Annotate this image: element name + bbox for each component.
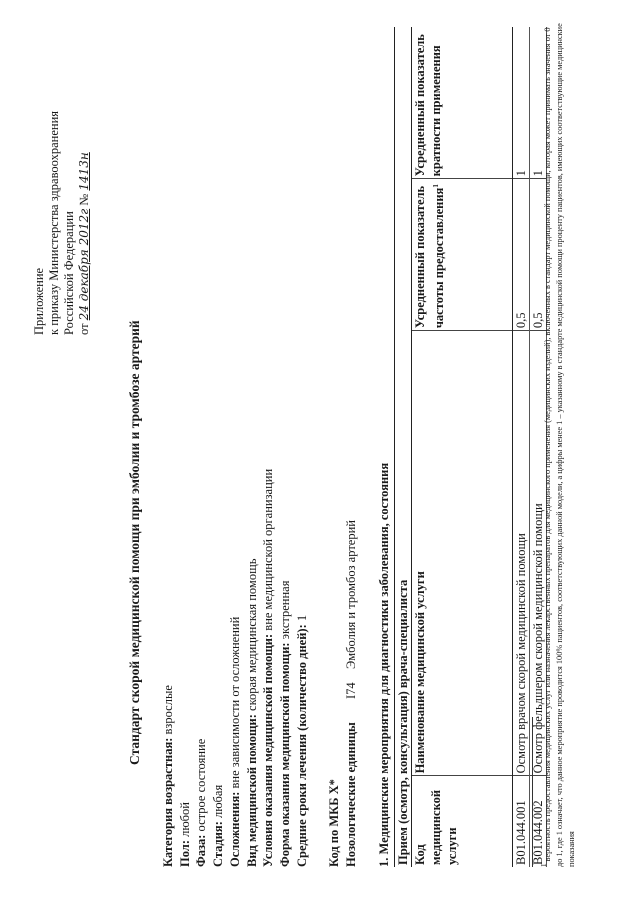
appendix-block	[32, 15, 92, 335]
header-code: Код медицинской услуги	[412, 776, 513, 867]
icd-block	[326, 520, 359, 867]
handwritten-number: 1413н	[77, 152, 91, 191]
row-code: B01.044.001	[513, 776, 530, 867]
date-prefix: от	[77, 323, 91, 335]
table-row	[513, 27, 530, 867]
header-frequency: Усредненный показатель частоты предоставления$^1$	[412, 179, 513, 331]
appendix-line-1: Приложение	[32, 267, 46, 335]
meta-row-care-form: Форма оказания медицинской помощи: экстренная	[277, 580, 292, 867]
number-prefix: №	[77, 193, 91, 206]
appendix-line-3: Российской Федерации	[62, 211, 76, 335]
row-name: Осмотр фельдшером скорой медицинской помощи	[530, 331, 547, 776]
nosology-label: Нозологические единицы	[343, 722, 358, 867]
meta-row-phase: Фаза: острое состояние	[194, 738, 209, 867]
subsection-row	[395, 27, 412, 867]
row-frequency: 0,5	[513, 179, 530, 331]
header-multiplicity: Усредненный показатель кратности применения	[412, 27, 513, 179]
row-code: B01.044.002	[530, 776, 547, 867]
meta-row-care-conditions: Условия оказания медицинской помощи: вне медицинской организации	[261, 468, 276, 867]
row-name: Осмотр врачом скорой медицинской помощи	[513, 331, 530, 776]
section-title: 1. Медицинские мероприятия для диагностики заболевания, состояния	[377, 462, 391, 867]
document-title: Стандарт скорой медицинской помощи при эмболии и тромбозе артерий	[127, 320, 142, 765]
icd-code: I74	[343, 682, 358, 699]
nosology-row	[343, 520, 360, 867]
standard-parameters	[160, 167, 310, 867]
header-name: Наименование медицинской услуги	[412, 331, 513, 776]
footnote	[538, 19, 578, 867]
icd-name: Эмболия и тромбоз артерий	[343, 520, 358, 669]
row-multiplicity: 1	[530, 27, 547, 179]
row-multiplicity: 1	[513, 27, 530, 179]
handwritten-date: 24 декабря 2012г	[77, 208, 91, 321]
meta-row-duration: Средние сроки лечения (количество дней): 1	[294, 614, 309, 867]
footnote-text: вероятность предоставления медицинских услуг или назначения лекарственных препаратов для медицинского применения (медицинских изделий), включенных в стандарт медицинской помощи, которая может принимать значения от 0 до 1, где 1 означает, что данное мероприятие проводится 100% пациентов, соответствующих данной модели, а цифры менее 1 – указанному в стандарте медицинской помощи проценту пациентов, имеющих соответствующие медицинские показания	[542, 23, 576, 867]
footnote-divider	[532, 717, 533, 867]
appendix-line-2: к приказу Министерства здравоохранения	[47, 110, 61, 335]
meta-row-age: Категория возрастная: взрослые	[161, 685, 175, 867]
meta-row-care-type: Вид медицинской помощи: скорая медицинская помощь	[244, 558, 259, 867]
row-frequency: 0,5	[530, 179, 547, 331]
footnote-mark: 1	[540, 863, 548, 867]
icd-label: Код по МКБ X*	[327, 779, 341, 867]
subsection-title: Прием (осмотр, консультация) врача-специалиста	[395, 27, 412, 867]
appendix-date-line	[77, 15, 92, 335]
header-frequency-footnote-mark: 1	[432, 184, 440, 188]
services-table	[394, 27, 547, 867]
meta-row-sex: Пол: любой	[177, 802, 192, 867]
meta-row-stage: Стадия: любая	[211, 784, 226, 867]
meta-row-complications: Осложнения: вне зависимости от осложнений	[227, 616, 242, 867]
table-header-row	[412, 27, 513, 867]
